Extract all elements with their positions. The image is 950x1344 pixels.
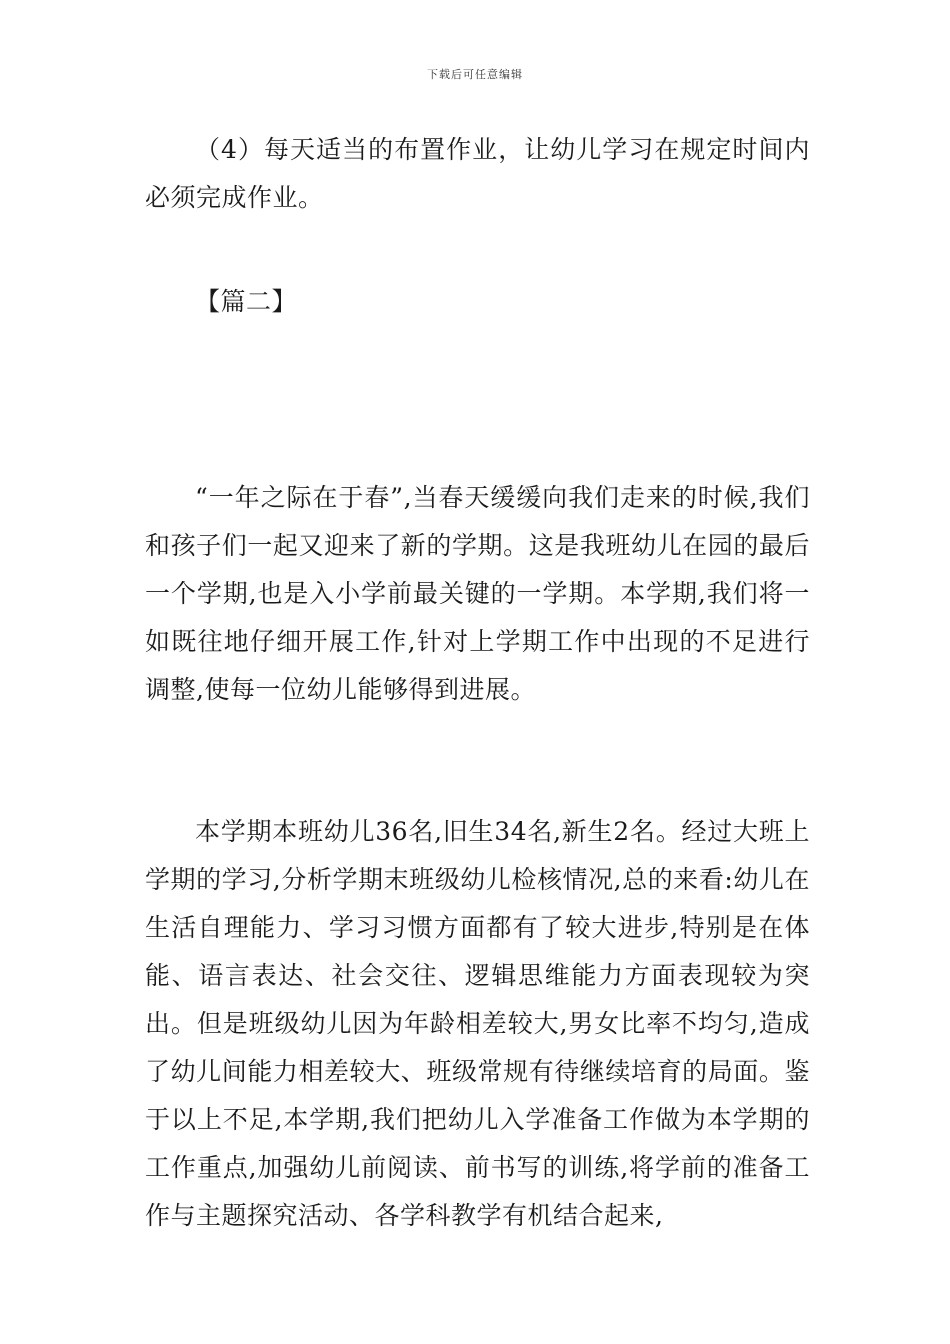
paragraph-class-analysis (145, 808, 810, 1240)
paragraph-homework (145, 126, 810, 222)
paragraph-text: 本学期本班幼儿36名,旧生34名,新生2名。经过大班上学期的学习,分析学期末班级幼儿检核情况,总的来看:幼儿在生活自理能力、学习习惯方面都有了较大进步,特别是在体能、语言表达、社会交往、逻辑思维能力方面表现较为突出。但是班级幼儿因为年龄相差较大,男女比率不均匀,造成了幼儿间能力相差较大、班级常规有待继续培育的局面。鉴于以上不足,本学期,我们把幼儿入学准备工作做为本学期的工作重点,加强幼儿前阅读、前书写的训练,将学前的准备工作与主题探究活动、各学科教学有机结合起来, (145, 817, 810, 1230)
section-title (145, 278, 810, 326)
paragraph-text: “一年之际在于春”,当春天缓缓向我们走来的时候,我们和孩子们一起又迎来了新的学期。这是我班幼儿在园的最后一个学期,也是入小学前最关键的一学期。本学期,我们将一如既往地仔细开展工作,针对上学期工作中出现的不足进行调整,使每一位幼儿能够得到进展。 (145, 483, 810, 704)
paragraph-intro (145, 474, 810, 714)
section-title-text: 【篇二】 (195, 287, 298, 316)
paragraph-text: （4）每天适当的布置作业，让幼儿学习在规定时间内必须完成作业。 (145, 135, 810, 212)
header-note: 下载后可任意编辑 (427, 68, 523, 81)
